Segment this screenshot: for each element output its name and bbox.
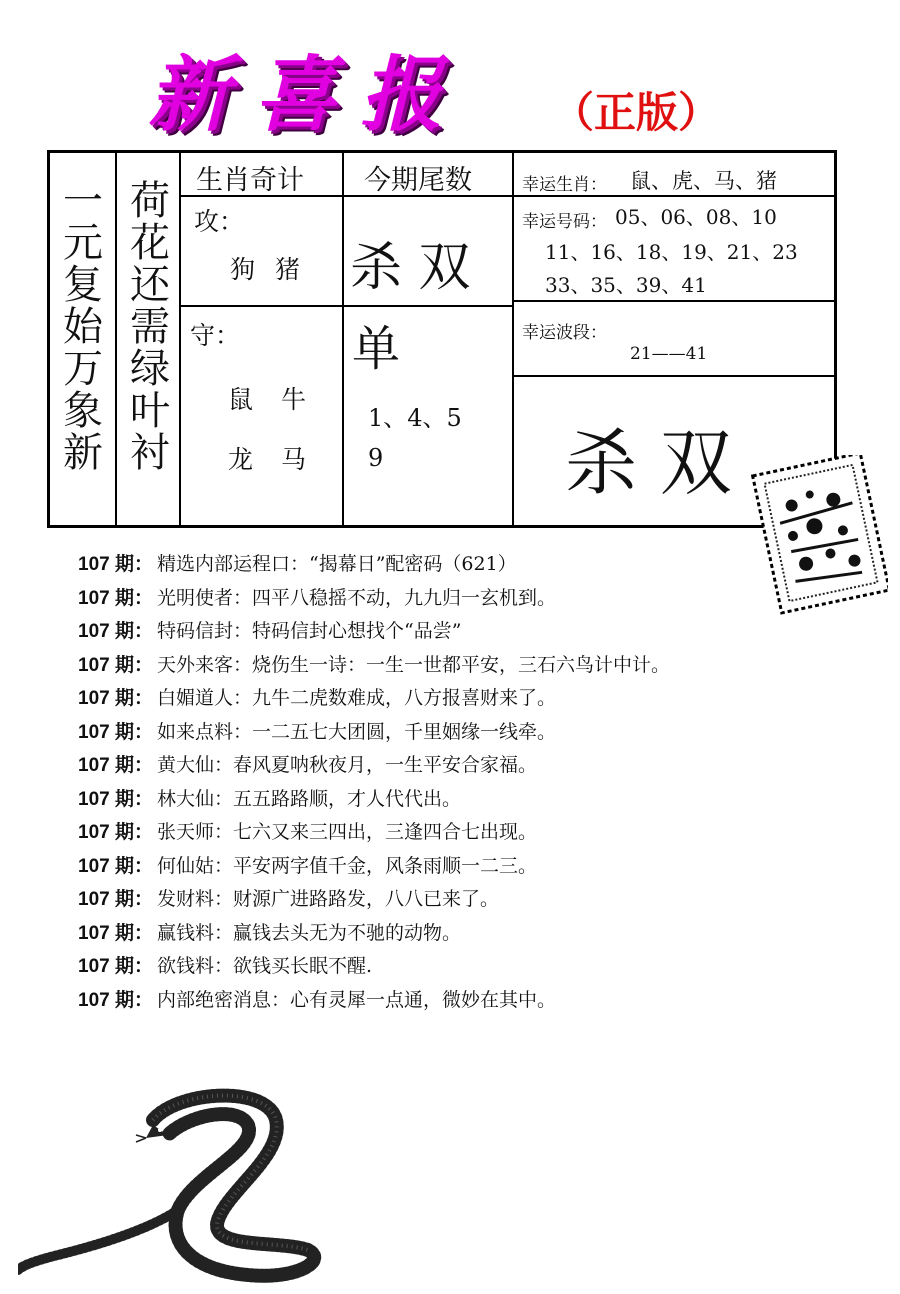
bulletin-period: 107 期： xyxy=(78,587,153,609)
divider xyxy=(512,152,514,526)
divider xyxy=(115,152,117,526)
divider xyxy=(342,152,344,526)
bulletin-text: 赢钱料：赢钱去头无为不驰的动物。 xyxy=(156,921,461,944)
bulletin-row xyxy=(78,749,878,783)
bulletin-text: 如来点料：一二五七大团圆，千里姻缘一线牵。 xyxy=(156,720,556,743)
bulletin-text: 天外来客：烧伤生一诗：一生一世都平安，三石六鸟计中计。 xyxy=(156,653,670,676)
lucky-zodiac-label: 幸运生肖： xyxy=(522,175,607,195)
bulletin-row xyxy=(78,850,878,884)
masthead-edition: （正版） xyxy=(552,88,721,137)
bulletin-row xyxy=(78,883,878,917)
lucky-numbers-label: 幸运号码： xyxy=(522,212,607,232)
bulletin-text: 特码信封：特码信封心想找个“品尝” xyxy=(156,620,462,642)
snake-illustration xyxy=(18,1080,328,1285)
attack-label: 攻： xyxy=(194,207,245,236)
lucky-range-value: 21——41 xyxy=(630,344,708,364)
bulletin-period: 107 期： xyxy=(78,889,153,910)
bulletin-period: 107 期： xyxy=(78,855,153,877)
bulletin-text: 林大仙：五五路路顺，才人代代出。 xyxy=(156,787,461,810)
big-kill: 杀 双 xyxy=(565,421,732,505)
bulletin-period: 107 期： xyxy=(78,654,153,676)
bulletin-text: 欲钱料：欲钱买长眠不醒. xyxy=(156,955,373,977)
defend-line1: 鼠 牛 xyxy=(228,385,316,414)
single-line1: 1、4、5 xyxy=(368,404,462,432)
bulletin-text: 发财料：财源广进路路发，八八已来了。 xyxy=(156,888,499,910)
bulletin-row xyxy=(78,917,878,951)
tail-kill: 杀 双 xyxy=(350,238,471,298)
bulletin-period: 107 期： xyxy=(78,554,153,575)
bulletin-period: 107 期： xyxy=(78,621,153,642)
bulletin-text: 白媚道人：九牛二虎数难成，八方报喜财来了。 xyxy=(156,687,556,709)
lucky-numbers-line3: 33、35、39、41 xyxy=(545,273,707,297)
bulletin-text: 光明使者：四平八稳摇不动，九九归一玄机到。 xyxy=(156,586,556,609)
bulletin-row xyxy=(78,950,878,984)
lucky-zodiac-value: 鼠、虎、马、猪 xyxy=(630,169,777,193)
lucky-range-label: 幸运波段： xyxy=(522,323,607,343)
bulletin-text: 内部绝密消息：心有灵犀一点通，微妙在其中。 xyxy=(156,988,556,1011)
bulletin-row xyxy=(78,548,878,582)
side-slogan-1: 一元复始万象新 xyxy=(63,178,103,476)
lucky-numbers-line2: 11、16、18、19、21、23 xyxy=(545,240,798,264)
header-zodiac: 生肖奇计 xyxy=(196,165,304,196)
bulletin-period: 107 期： xyxy=(78,688,153,709)
bulletin-period: 107 期： xyxy=(78,922,153,944)
divider xyxy=(512,375,835,377)
defend-line2: 龙 马 xyxy=(228,445,316,474)
defend-label: 守： xyxy=(190,321,241,350)
bulletin-row xyxy=(78,615,878,649)
side-slogan-2: 荷花还需绿叶衬 xyxy=(130,178,170,476)
bulletin-period: 107 期： xyxy=(78,956,153,977)
bulletin-text: 张天师：七六又来三四出，三逢四合七出现。 xyxy=(156,821,537,843)
divider xyxy=(179,305,514,307)
header-tail: 今期尾数 xyxy=(364,165,472,196)
bulletin-text: 精选内部运程口：“揭幕日”配密码（621） xyxy=(156,553,517,575)
bulletin-text: 何仙姑：平安两字值千金，风条雨顺一二三。 xyxy=(156,854,537,877)
bulletin-period: 107 期： xyxy=(78,721,153,743)
divider xyxy=(512,300,835,302)
bulletin-row xyxy=(78,984,878,1018)
bulletin-period: 107 期： xyxy=(78,822,153,843)
divider xyxy=(179,152,181,526)
bulletin-row xyxy=(78,816,878,850)
lucky-numbers-line1: 05、06、08、10 xyxy=(615,205,777,229)
bulletin-row xyxy=(78,649,878,683)
single-line2: 9 xyxy=(368,444,384,472)
masthead-title: 新喜报 xyxy=(148,48,466,143)
single-label: 单 xyxy=(352,321,401,377)
bulletin-period: 107 期： xyxy=(78,989,153,1011)
bulletin-period: 107 期： xyxy=(78,755,153,776)
bulletin-text: 黄大仙：春风夏呐秋夜月，一生平安合家福。 xyxy=(156,754,537,776)
bulletin-row xyxy=(78,783,878,817)
bulletin-row xyxy=(78,682,878,716)
bulletin-row xyxy=(78,582,878,616)
bulletin-list xyxy=(78,548,878,1017)
bulletin-period: 107 期： xyxy=(78,788,153,810)
attack-value: 狗 猪 xyxy=(230,255,306,284)
bulletin-row xyxy=(78,716,878,750)
